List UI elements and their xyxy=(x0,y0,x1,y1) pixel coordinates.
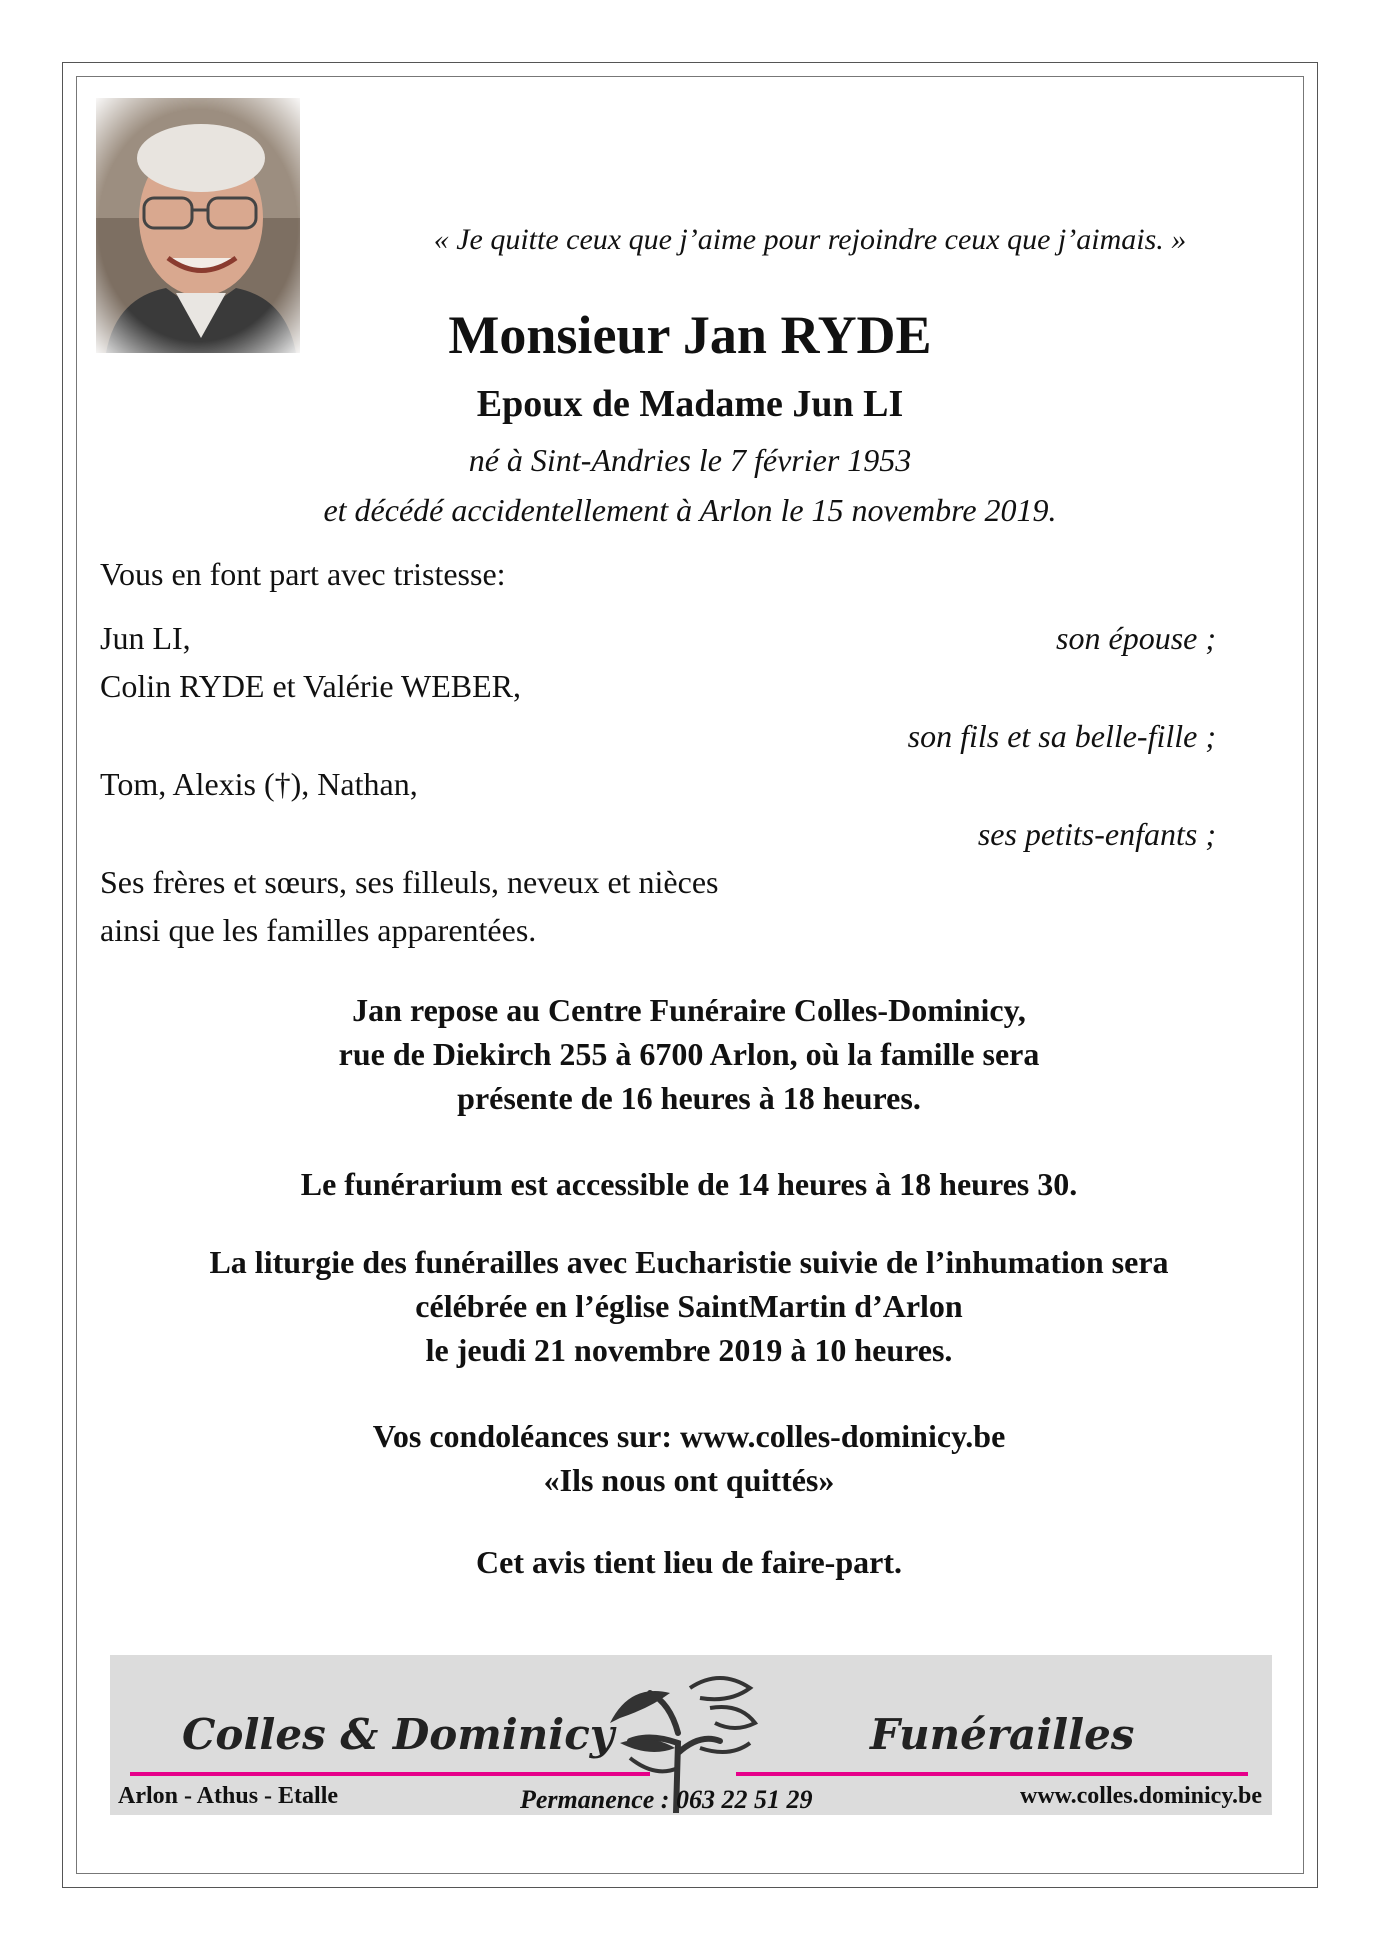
condolences-block xyxy=(100,1414,1278,1502)
family-relation-0: son épouse ; xyxy=(1056,620,1216,656)
locations-text: Arlon - Athus - Etalle xyxy=(118,1783,339,1809)
death-line: et décédé accidentellement à Arlon le 15 novembre 2019. xyxy=(323,492,1057,528)
condolences-line-1: Vos condoléances sur: www.colles-dominicy.be xyxy=(372,1418,1006,1454)
family-names-1: Colin RYDE et Valérie WEBER, xyxy=(100,668,521,704)
relatives-line-1: Ses frères et sœurs, ses filleuls, neveux et nièces xyxy=(100,864,719,900)
family-relation-1: son fils et sa belle-fille ; xyxy=(907,718,1216,754)
repose-line-1: Jan repose au Centre Funéraire Colles-Dominicy, xyxy=(352,992,1026,1028)
repose-line-3: présente de 16 heures à 18 heures. xyxy=(457,1080,921,1116)
accent-line-right xyxy=(736,1772,1248,1776)
brand-service: Funérailles xyxy=(870,1710,1135,1759)
intro-line: Vous en font part avec tristesse: xyxy=(100,556,506,592)
brand-name: Colles & Dominicy xyxy=(182,1710,615,1759)
liturgy-line-3: le jeudi 21 novembre 2019 à 10 heures. xyxy=(425,1332,953,1368)
phone-text: Permanence : 063 22 51 29 xyxy=(520,1785,813,1814)
spouse-line: Epoux de Madame Jun LI xyxy=(476,383,904,425)
notice-line: Cet avis tient lieu de faire-part. xyxy=(476,1544,902,1580)
liturgy-line-2: célébrée en l’église SaintMartin d’Arlon xyxy=(415,1288,963,1324)
condolences-line-2: «Ils nous ont quittés» xyxy=(543,1462,835,1498)
repose-block xyxy=(100,988,1278,1120)
relatives-line-2: ainsi que les familles apparentées. xyxy=(100,912,537,948)
birth-line: né à Sint-Andries le 7 février 1953 xyxy=(468,442,912,478)
website-text: www.colles.dominicy.be xyxy=(1019,1783,1262,1809)
liturgy-line-1: La liturgie des funérailles avec Eucharistie suivie de l’inhumation sera xyxy=(209,1244,1169,1280)
epigraph-quote: « Je quitte ceux que j’aime pour rejoindre ceux que j’aimais. » xyxy=(433,223,1187,256)
funeral-home-banner xyxy=(110,1655,1272,1815)
family-relation-2: ses petits-enfants ; xyxy=(977,816,1216,852)
family-names-0: Jun LI, xyxy=(100,620,191,656)
liturgy-block xyxy=(100,1240,1278,1372)
repose-line-2: rue de Diekirch 255 à 6700 Arlon, où la famille sera xyxy=(338,1036,1040,1072)
portrait-photo xyxy=(96,98,300,353)
family-names-2: Tom, Alexis (†), Nathan, xyxy=(100,766,418,802)
accent-line-left xyxy=(130,1772,650,1776)
deceased-name: Monsieur Jan RYDE xyxy=(448,305,932,365)
access-line: Le funérarium est accessible de 14 heures à 18 heures 30. xyxy=(300,1166,1078,1202)
